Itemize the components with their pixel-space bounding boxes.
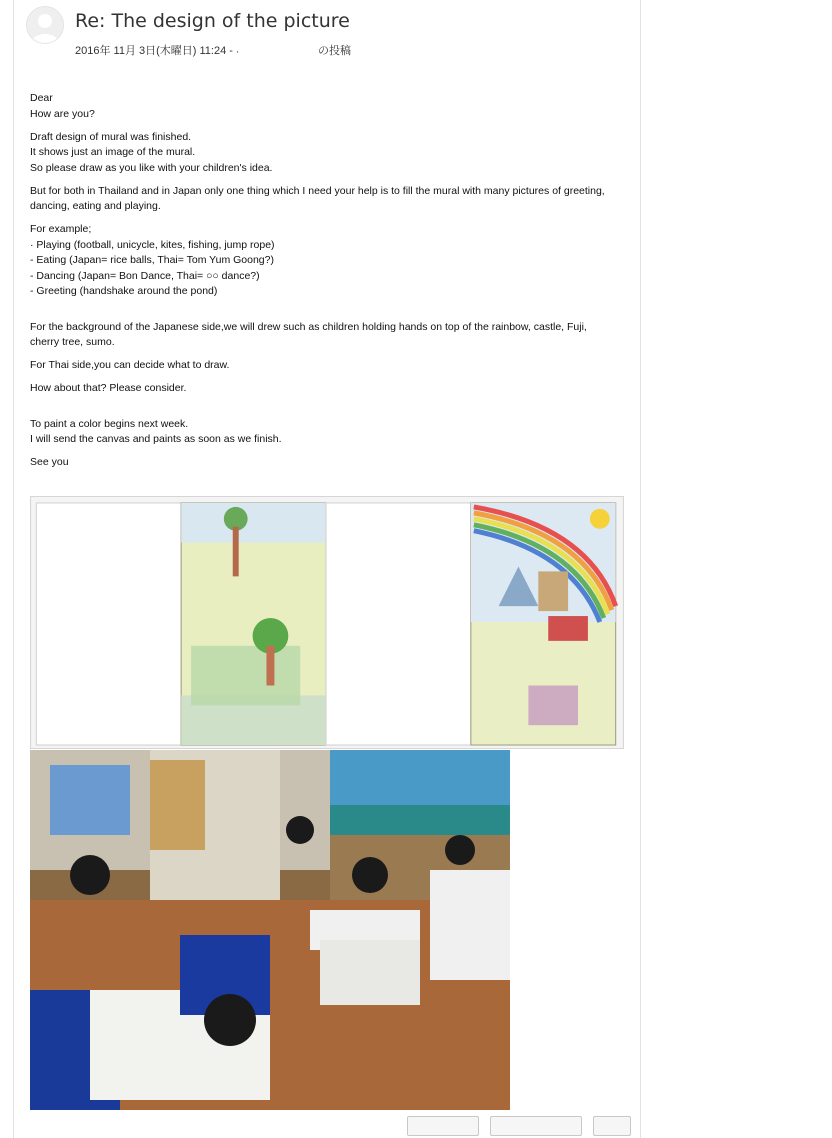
message-line: But for both in Thailand and in Japan only one thing which I need your help is to fill the mural with many pictures of greeting, xyxy=(30,184,605,197)
message-line: See you xyxy=(30,456,69,468)
author-link[interactable]: ⸳ xyxy=(236,45,239,57)
message-line: - Eating (Japan= rice balls, Thai= Tom Yum Goong?) xyxy=(30,254,274,266)
message-paragraph xyxy=(30,381,630,397)
message-paragraph xyxy=(30,91,630,122)
byline-suffix: の投稿 xyxy=(318,45,351,57)
message-paragraph xyxy=(30,455,630,471)
message-paragraph xyxy=(30,184,630,215)
message-line: For the background of the Japanese side,we will drew such as children holding hands on top of the rainbow, castle, Fuji, xyxy=(30,320,587,333)
message-line: cherry tree, sumo. xyxy=(30,336,115,348)
action-button-3[interactable] xyxy=(593,1116,631,1136)
default-user-icon xyxy=(27,7,63,43)
message-paragraph xyxy=(30,417,630,448)
post-meta xyxy=(75,42,351,58)
message-line: dancing, eating and playing. xyxy=(30,200,161,212)
message-paragraph xyxy=(30,222,630,300)
message-line: I will send the canvas and paints as soon as we finish. xyxy=(30,433,282,445)
forum-post xyxy=(13,0,641,1138)
message-line: - Greeting (handshake around the pond) xyxy=(30,285,218,297)
message-line: - Dancing (Japan= Bon Dance, Thai= ○○ dance?) xyxy=(30,269,260,282)
message-line: How about that? Please consider. xyxy=(30,382,187,394)
mural-draft-image xyxy=(30,496,624,749)
message-line: How are you? xyxy=(30,107,95,120)
message-paragraph xyxy=(30,358,630,374)
message-line: For Thai side,you can decide what to draw. xyxy=(30,359,230,371)
message-line: · Playing (football, unicycle, kites, fishing, jump rope) xyxy=(30,238,275,251)
message-line: Draft design of mural was finished. xyxy=(30,130,192,143)
message-line: So please draw as you like with your children's idea. xyxy=(30,161,273,174)
message-body xyxy=(30,91,630,478)
post-date: 2016年 11月 3日(木曜日) 11:24 - xyxy=(75,45,233,57)
message-line: For example; xyxy=(30,223,92,235)
action-button-1[interactable] xyxy=(407,1116,479,1136)
message-line: It shows just an image of the mural. xyxy=(30,146,196,158)
post-title: Re: The design of the picture xyxy=(75,10,350,32)
action-button-2[interactable] xyxy=(490,1116,582,1136)
message-line: To paint a color begins next week. xyxy=(30,417,189,430)
classroom-photo xyxy=(30,750,510,1110)
message-line: Dear xyxy=(30,92,53,104)
message-paragraph xyxy=(30,320,630,351)
message-paragraph xyxy=(30,130,630,177)
user-avatar[interactable] xyxy=(26,6,64,44)
